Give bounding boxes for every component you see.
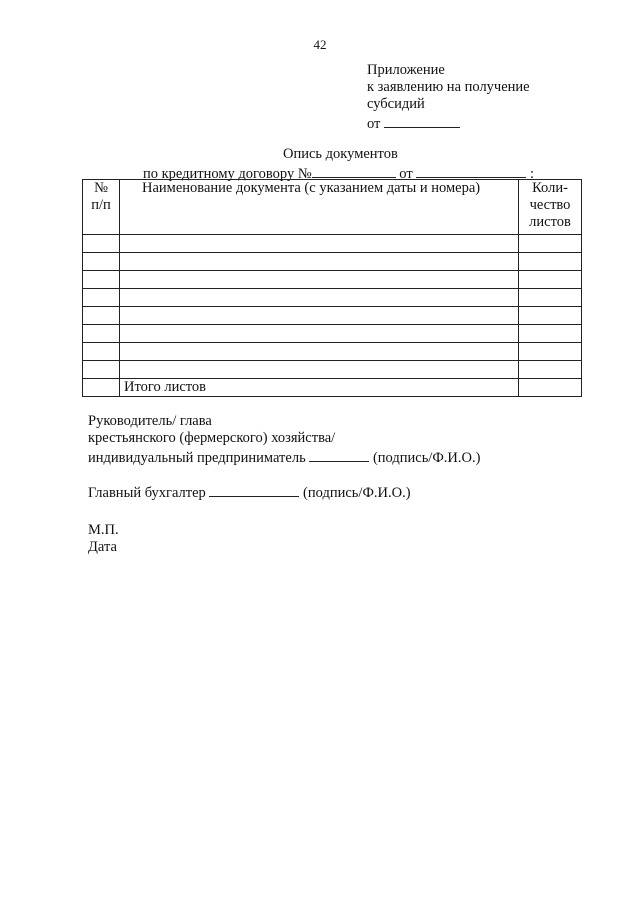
contract-date-blank [416,163,526,178]
signature-line-1: Руководитель/ глава [88,413,212,429]
table-row [83,325,582,343]
signature-hint: (подпись/Ф.И.О.) [372,450,481,466]
table-row [83,343,582,361]
table-row [83,271,582,289]
appendix-line-3: субсидий [367,96,425,112]
header-sheet-count: Коли- чество листов [519,180,582,235]
documents-table [82,179,582,397]
appendix-line-2: к заявлению на получение [367,79,530,95]
contract-prefix: по кредитному договору № [143,166,312,182]
stamp-block [88,522,119,556]
signature-role: индивидуальный предприниматель [88,450,306,466]
appendix-block [367,62,597,133]
table-header-row [83,180,582,235]
contract-from: от [399,166,413,182]
appendix-date-line [367,113,597,133]
appendix-date-prefix: от [367,116,381,132]
signature-line-2: крестьянского (фермерского) хозяйства/ [88,430,336,446]
header-number: № п/п [83,180,120,235]
signature-block [88,413,480,467]
accountant-hint: (подпись/Ф.И.О.) [303,485,411,501]
signature-line-3 [88,447,480,467]
document-title: Опись документов [283,146,398,162]
table-row [83,253,582,271]
page-number: 42 [313,37,327,52]
header-document-name: Наименование документа (с указанием даты и номера) [120,180,519,235]
table-row [83,235,582,253]
total-sheets-label: Итого листов [120,379,519,397]
accountant-label: Главный бухгалтер [88,485,206,501]
signature-blank [309,447,369,462]
appendix-title: Приложение [367,62,445,78]
table-row [83,307,582,325]
stamp-mp: М.П. [88,522,119,538]
contract-suffix: : [529,166,534,182]
contract-number-blank [312,163,396,178]
total-sheets-value [519,379,582,397]
table-total-row [83,379,582,397]
appendix-date-blank [384,113,460,128]
table-row [83,289,582,307]
accountant-blank [209,482,299,497]
stamp-date: Дата [88,539,117,555]
accountant-line [88,482,411,502]
table-row [83,361,582,379]
